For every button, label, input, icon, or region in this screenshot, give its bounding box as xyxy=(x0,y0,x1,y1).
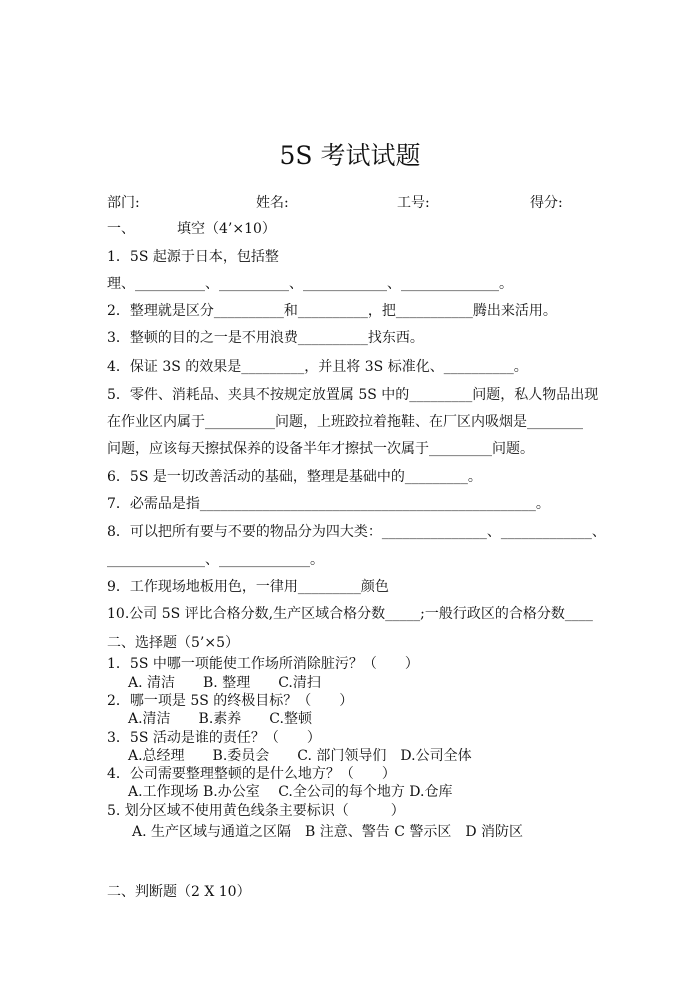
fill-line: 理、__________、__________、____________、______________。 xyxy=(107,276,513,292)
choice-question: 1．5S 中哪一项能使工作场所消除脏污？（ ） xyxy=(107,656,419,672)
fill-line: 1．5S 起源于日本，包括整 xyxy=(107,249,279,265)
score-label: 得分: xyxy=(530,195,563,211)
employee-id-label: 工号: xyxy=(397,195,430,211)
fill-line: 10.公司 5S 评比合格分数,生产区域合格分数_____;一般行政区的合格分数____ xyxy=(107,606,593,622)
fill-line: 在作业区内属于__________问题，上班跤拉着拖鞋、在厂区内吸烟是________ xyxy=(107,414,583,430)
choice-question: 3．5S 活动是谁的责任？（ ） xyxy=(107,730,321,746)
fill-line: 问题，应该每天擦拭保养的设备半年才擦拭一次属于_________问题。 xyxy=(107,441,534,457)
choice-question: 5. 划分区域不使用黄色线条主要标识（ ） xyxy=(107,803,405,819)
choice-options: A.总经理 B.委员会 C. 部门领导们 D.公司全体 xyxy=(128,748,472,764)
section1-number: 一、 xyxy=(107,221,135,237)
section1-heading: 填空（4’×10） xyxy=(177,221,276,237)
fill-line: 9．工作现场地板用色，一律用_________颜色 xyxy=(107,579,389,595)
name-label: 姓名: xyxy=(256,195,289,211)
fill-line: 4．保证 3S 的效果是_________，并且将 3S 标准化、__________。 xyxy=(107,359,528,375)
fill-line: 3．整顿的目的之一是不用浪费__________找东西。 xyxy=(107,330,424,346)
choice-question: 4．公司需要整理整顿的是什么地方？（ ） xyxy=(107,766,396,782)
choice-options: A.清洁 B.素养 C.整顿 xyxy=(128,711,312,727)
department-label: 部门: xyxy=(107,195,140,211)
fill-line: 2．整理就是区分__________和__________，把___________腾出来活用。 xyxy=(107,303,557,319)
fill-line: 6．5S 是一切改善活动的基础，整理是基础中的_________。 xyxy=(107,469,482,485)
section2-heading: 二、选择题（5’×5） xyxy=(107,635,239,651)
section3-heading: 二、判断题（2 X 10） xyxy=(107,884,251,900)
fill-line: 8．可以把所有要与不要的物品分为四大类：_______________、_____________、 xyxy=(107,524,606,540)
choice-options: A. 清洁 B. 整理 C.清扫 xyxy=(128,675,321,691)
page-title: 5S 考试试题 xyxy=(279,141,421,170)
choice-options: A. 生产区域与通道之区隔 B 注意、警告 C 警示区 D 消防区 xyxy=(132,824,524,840)
choice-question: 2．哪一项是 5S 的终极目标？（ ） xyxy=(107,693,354,709)
fill-line: ______________、_____________。 xyxy=(107,552,324,568)
fill-line: 7．必需品是指________________________________________________。 xyxy=(107,496,550,512)
choice-options: A.工作现场 B.办公室 C.全公司的每个地方 D.仓库 xyxy=(128,784,453,800)
fill-line: 5．零件、消耗品、夹具不按规定放置属 5S 中的_________问题，私人物品出现 xyxy=(107,387,599,403)
